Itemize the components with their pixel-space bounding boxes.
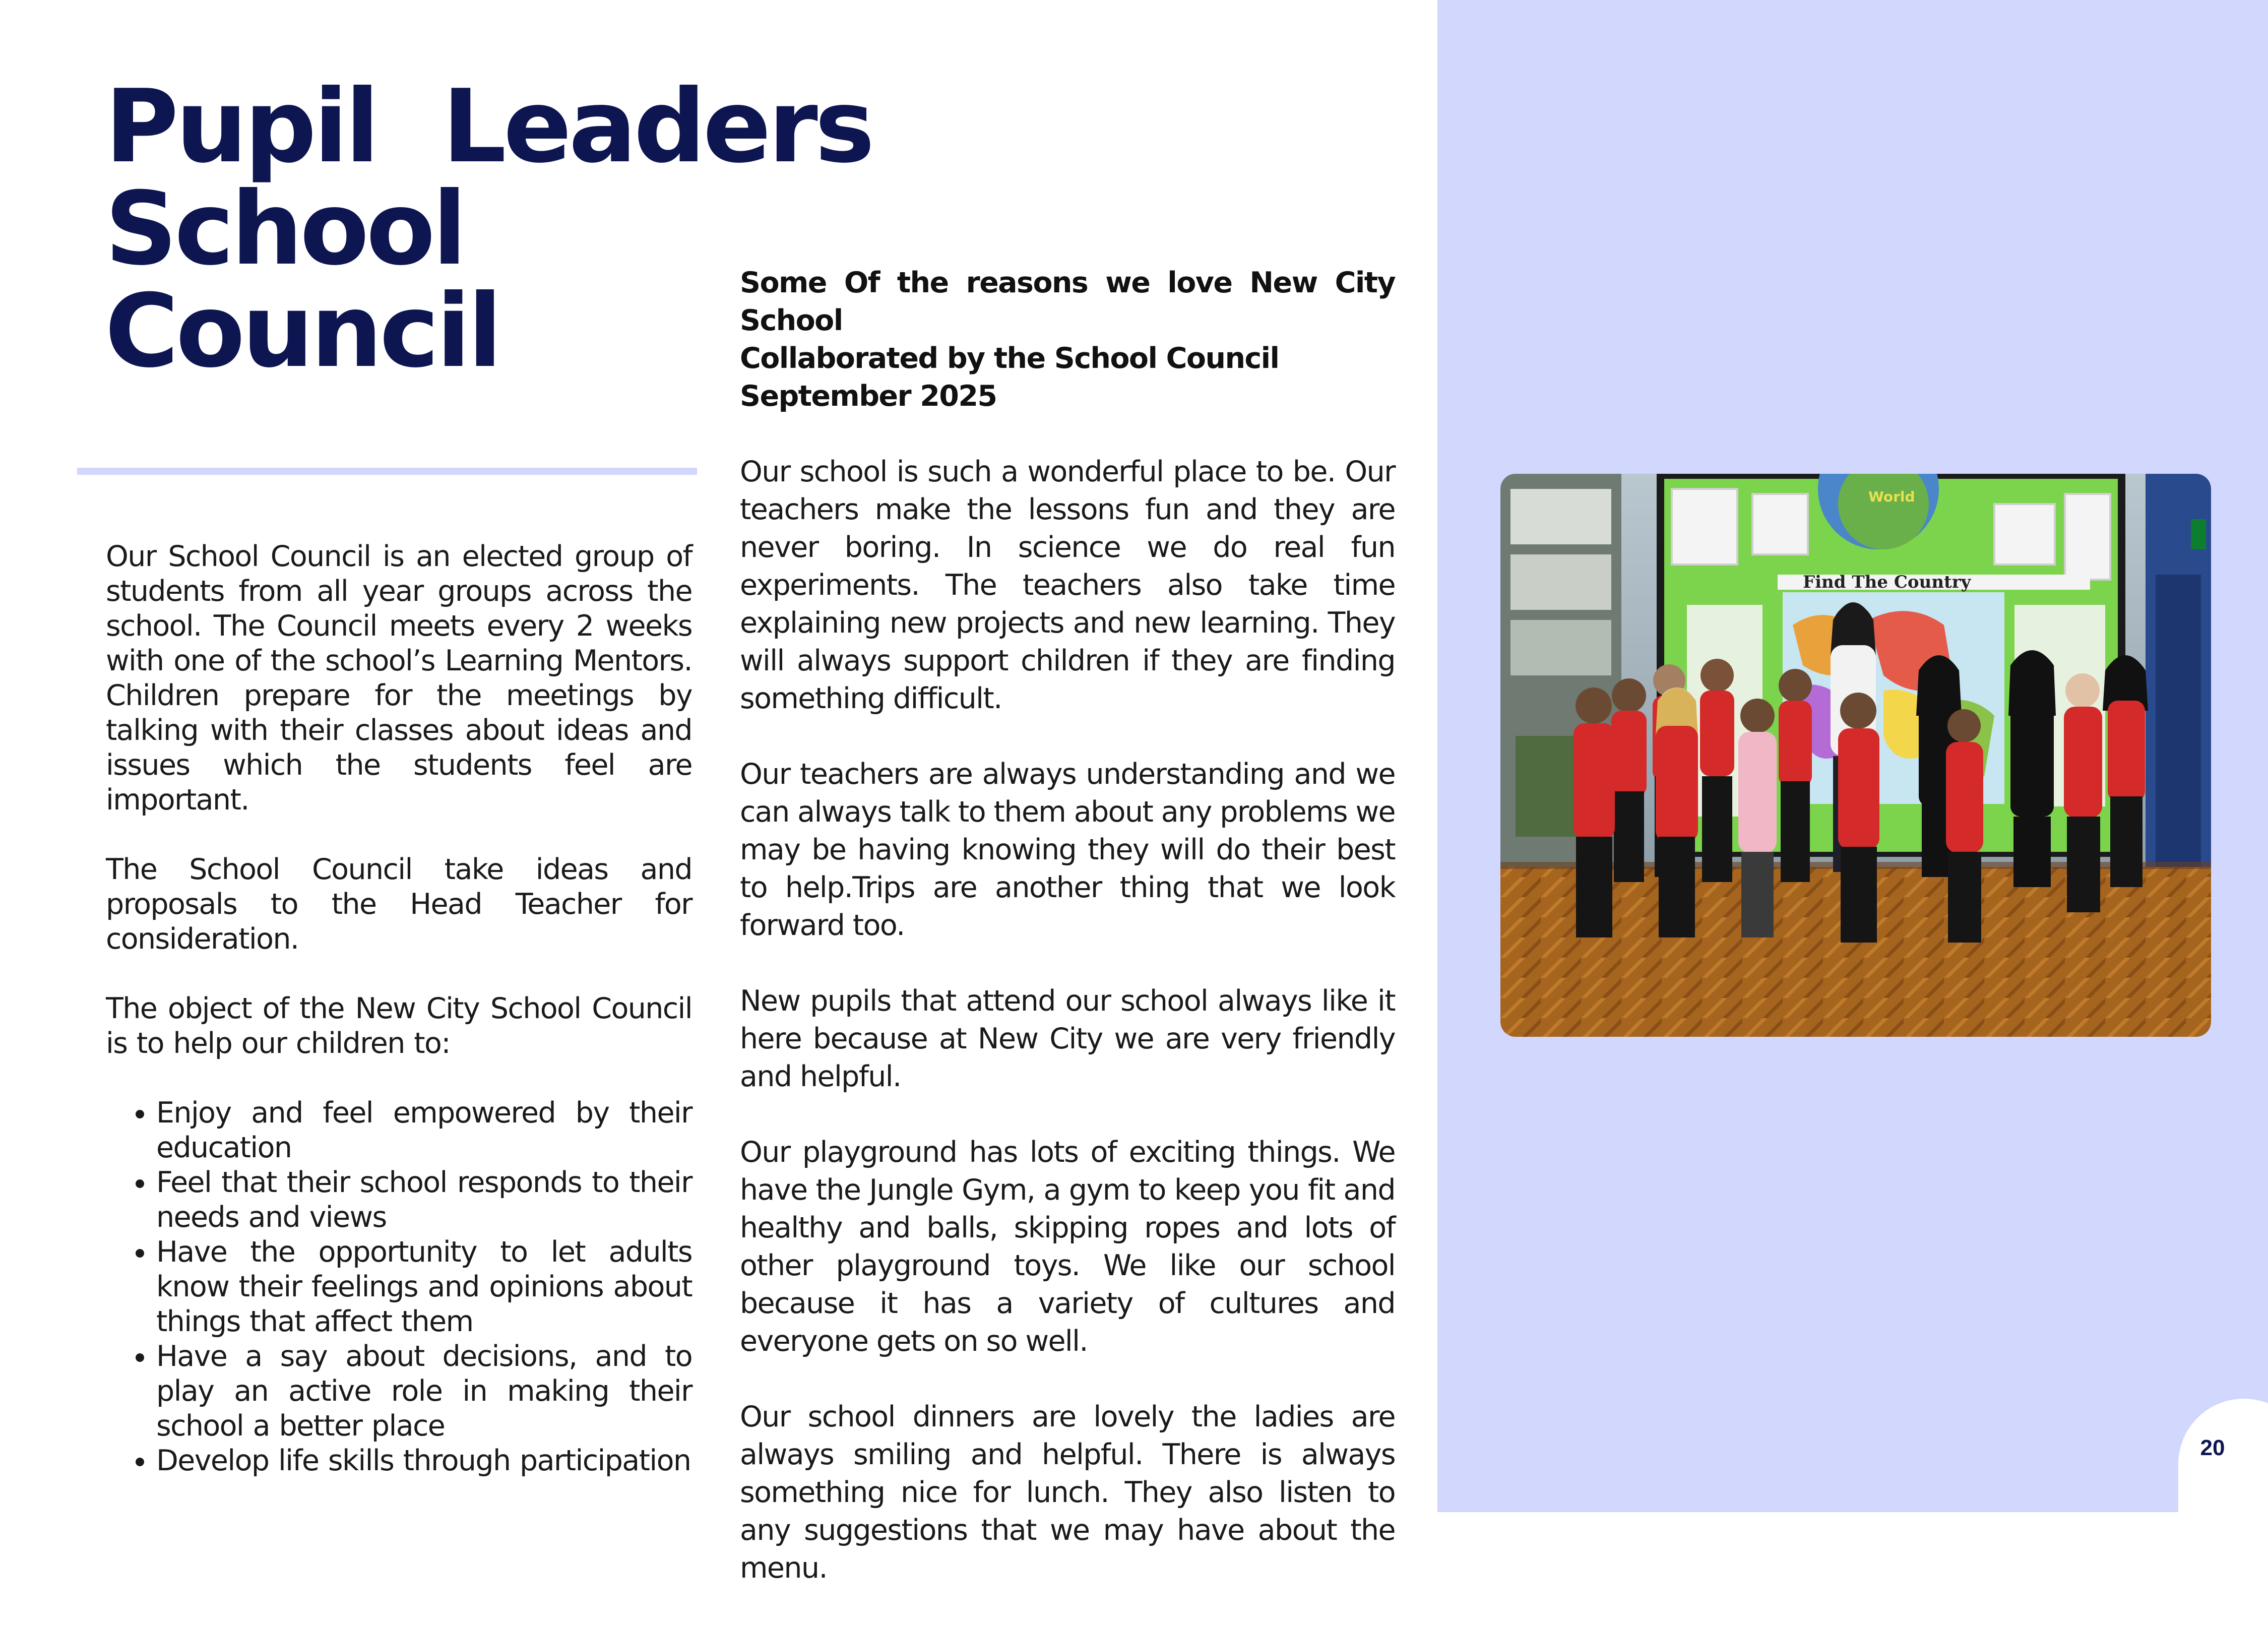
objective-paragraph: The object of the New City School Council is to help our children to: [106, 992, 692, 1060]
section-heading-date: September 2025 [740, 380, 997, 413]
lessons-paragraph: Our school is such a wonderful place to be. Our teachers make the lessons fun and they are never boring. In science we do real fun experiments. The teachers also take time explaining new projects and new learning. They will always support children if they are finding something difficult. [740, 455, 1395, 715]
dinners-paragraph: Our school dinners are lovely the ladies are always smiling and helpful. There is always something nice for lunch. They also listen to any suggestions that we may have about the menu. [740, 1400, 1395, 1585]
playground-paragraph: Our playground has lots of exciting things. We have the Jungle Gym, a gym to keep you fit and healthy and balls, skipping ropes and lots of other playground toys. We like our school because it has a variety of cultures and everyone gets on so well. [740, 1136, 1395, 1358]
teachers-paragraph: Our teachers are always understanding and we can always talk to them about any problems we may be having knowing they will do their best to help.Trips are another thing that we look forward too. [740, 758, 1395, 942]
intro-paragraph: Our School Council is an elected group of students from all year groups across the school. The Council meets every 2 weeks with one of the school’s Learning Mentors. Children prepare for the meetings by talking with their classes about ideas and issues which the students feel are important. [106, 540, 692, 817]
objectives-list [106, 1096, 692, 1478]
title-line-2: School [105, 170, 464, 288]
section-heading-credit: Collaborated by the School Council [740, 342, 1279, 375]
section-heading [740, 264, 1395, 415]
school-council-group-photo [1500, 474, 2211, 1037]
title-line-1 [105, 68, 872, 185]
section-heading-title: Some Of the reasons we love New City School [740, 266, 1395, 337]
middle-text-column [740, 264, 1395, 1625]
list-item: • Have the opportunity to let adults know their feelings and opinions about things that affect them [156, 1235, 692, 1339]
left-text-column [106, 539, 692, 1478]
list-item: • Enjoy and feel empowered by their education [156, 1096, 692, 1165]
title-line-3: Council [105, 273, 499, 390]
head-teacher-paragraph: The School Council take ideas and proposals to the Head Teacher for consideration. [106, 853, 692, 956]
list-item: • Develop life skills through participation [156, 1444, 692, 1478]
list-item: • Have a say about decisions, and to play an active role in making their school a better place [156, 1339, 692, 1444]
title-divider [77, 468, 697, 475]
poster-caption: World [1868, 488, 1915, 505]
list-item: • Feel that their school responds to their needs and views [156, 1165, 692, 1235]
title-word-pupil: Pupil [105, 68, 377, 185]
display-board-heading: Find The Country [1803, 572, 1971, 592]
page-title [105, 68, 872, 390]
title-word-leaders: Leaders [442, 68, 872, 185]
new-pupils-paragraph: New pupils that attend our school always like it here because at New City we are very friendly and helpful. [740, 984, 1395, 1093]
page-number: 20 [2200, 1435, 2225, 1460]
